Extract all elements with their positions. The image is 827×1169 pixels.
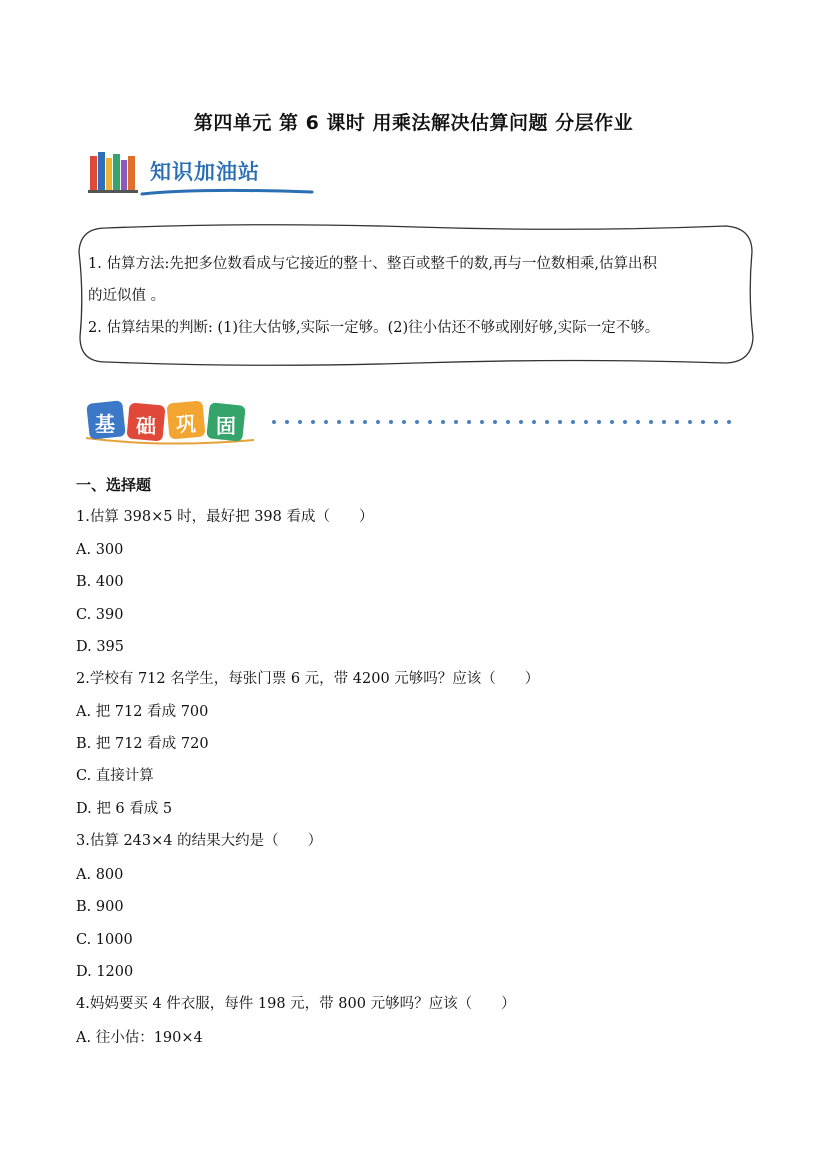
question-2-option-a: A. 把 712 看成 700 bbox=[76, 704, 209, 720]
knowledge-line-1: 1. 估算方法:先把多位数看成与它接近的整十、整百或整千的数,再与一位数相乘,估算出积 bbox=[88, 256, 658, 272]
knowledge-line-2: 的近似值 。 bbox=[88, 288, 166, 304]
question-4-option-a: A. 往小估：190×4 bbox=[76, 1030, 203, 1046]
section-banner-basic bbox=[84, 398, 744, 446]
question-1-option-a: A. 300 bbox=[76, 542, 124, 558]
question-2-option-d: D. 把 6 看成 5 bbox=[76, 801, 173, 817]
question-3-option-a: A. 800 bbox=[76, 867, 124, 883]
page-title: 第四单元 第 6 课时 用乘法解决估算问题 分层作业 bbox=[193, 112, 634, 134]
bookshelf-icon bbox=[88, 150, 144, 196]
knowledge-box bbox=[76, 222, 756, 368]
question-2-stem: 2.学校有 712 名学生，每张门票 6 元，带 4200 元够吗？应该（ ） bbox=[76, 671, 540, 687]
question-3-option-d: D. 1200 bbox=[76, 964, 134, 980]
question-1-option-b: B. 400 bbox=[76, 574, 124, 590]
question-2-option-b: B. 把 712 看成 720 bbox=[76, 736, 209, 752]
question-3-option-c: C. 1000 bbox=[76, 932, 133, 948]
banner-char-3: 巩 bbox=[176, 412, 196, 436]
banner-char-2: 础 bbox=[136, 414, 156, 438]
banner-char-4: 固 bbox=[216, 414, 236, 438]
section-banner-knowledge: 知识加油站 bbox=[150, 160, 260, 184]
banner-underline bbox=[140, 186, 315, 198]
banner-char-1: 基 bbox=[95, 412, 115, 436]
question-1-option-c: C. 390 bbox=[76, 607, 124, 623]
question-3-stem: 3.估算 243×4 的结果大约是（ ） bbox=[76, 833, 323, 849]
knowledge-line-3: 2. 估算结果的判断: (1)往大估够,实际一定够。(2)往小估还不够或刚好够,实际一定不够。 bbox=[88, 320, 660, 336]
question-3-option-b: B. 900 bbox=[76, 899, 124, 915]
question-2-option-c: C. 直接计算 bbox=[76, 768, 154, 784]
question-1-stem: 1.估算 398×5 时，最好把 398 看成（ ） bbox=[76, 509, 374, 525]
section-heading: 一、选择题 bbox=[76, 476, 152, 494]
question-1-option-d: D. 395 bbox=[76, 639, 125, 655]
question-4-stem: 4.妈妈要买 4 件衣服，每件 198 元，带 800 元够吗？应该（ ） bbox=[76, 996, 516, 1012]
